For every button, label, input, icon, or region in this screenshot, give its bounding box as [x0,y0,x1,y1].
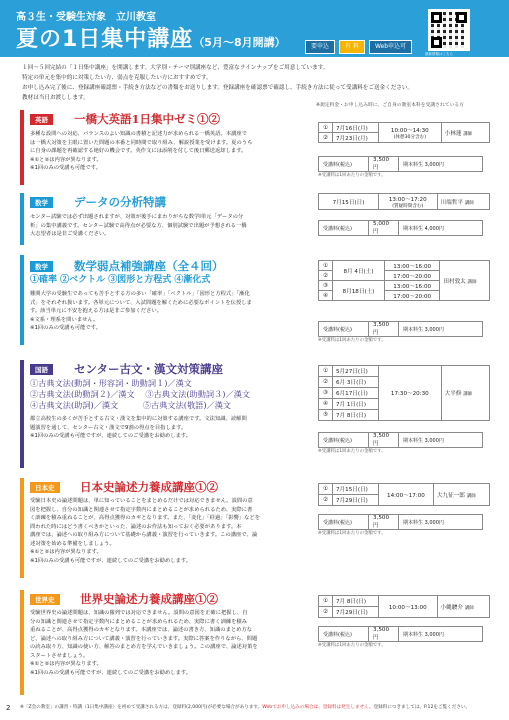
intro-line: 教材は当日お渡しします。 [22,95,89,101]
fee-note: ※受講料は1回あたりの金額です。 [318,531,386,536]
page-title [16,22,286,53]
qr-caption: 最新情報はこちら [425,52,453,56]
course-description: 都立高校生の多くが苦手とする古文・漢文を集中的に対策する講座です。文法知識、読解問 題演習を通して、センター古文・漢文で9割の得点を目指します。 ※1回のみの受講も可能ですが、連続してのご受講をお勧めします。 [30,416,247,439]
header-badges [305,40,412,54]
badge-web: Web申込可 [369,40,412,54]
course-world-history [20,590,490,695]
course-english-hitotsubashi [20,110,490,185]
fee-table: 受講料(税込) 3,500円 期本料生 3,000円 [318,156,483,172]
title-main: 夏の1日集中講座 [16,27,194,52]
section-bar [20,590,24,695]
page-header [0,0,509,57]
section-bar [20,110,24,185]
course-math-weakness [20,255,490,345]
section-bar [20,360,24,468]
subject-tag: 国語 [30,364,53,375]
intro-line: 特定の単元を集中的に対策したい方、弱点を克服したい方におすすめです。 [22,75,212,81]
header-subtitle: 高３生・受験生対象 立川教室 [16,12,156,23]
course-description: 難関大学の受験生であっても苦手とする方の多い「確率」「ベクトル」「図形と方程式」「漸化 式」をそれぞれ扱います。各単元について、入試問題を解くために必要なポイントを伝授しま す。該当単元に不安を抱える方は是非ご参加ください。 ※文系・理系を問いません。 ※1回のみの受講も可能です。 [30,291,252,331]
fee-table: 受講料(税込) 3,500円 期本料生 3,000円 [318,626,483,642]
course-title: 一橋大英語1日集中ゼミ①② [74,112,221,126]
schedule-table: ① 7月16日(月) 10:00〜14:30 (休憩30分含む) 小林蓮 講師 ② 7月23日(月) [318,122,490,143]
course-description: 受験日本史の論述問題は、単に知っていることをまとめるだけでは対応できません。設問の意 図を把握し、自分の知識と関連させて指定字数内にまとめることが求められるため、実際に書 く訓練を積み重ねることが、高得点獲得のカギとなります。また、「変化」「経過」「影響」などを 問われた時にはどう書くべきかといった、論述のお作法も知っておく必要があります。本 講座では、論述への取り組み方について基礎から講義・演習を行っていきます。この講座で、論 述対策を始める準備をしましょう。 ※①と②は内容が異なります。 ※1回のみの受講も可能ですが、連続してのご受講をお勧めします。 [30,498,260,564]
course-title: 日本史論述力養成講座①② [80,480,218,494]
fee-table: 受講料(税込) 3,500円 期本料生 3,000円 [318,432,483,448]
page-number: 2 [6,704,11,712]
subject-tag: 日本史 [30,482,60,493]
fee-note: ※受講料は1回あたりの金額です。 [318,173,386,178]
fee-table: 受講料(税込) 3,500円 期本料生 3,000円 [318,514,483,530]
course-topics: ①確率 ②ベクトル ③図形と方程式 ④漸化式 [30,275,211,285]
section-bar [20,193,24,245]
fee-table: 受講料(税込) 3,500円 期本料生 3,000円 [318,321,483,337]
qr-code-icon[interactable] [428,9,470,51]
badge-paid: 有 料 [339,40,365,54]
schedule-table: ① 8月 4日(土) 13:00〜16:00 田村敦太 講師 ② 17:00〜20:00 ③ 8月18日(土) 13:00〜16:00 ④ 17:00〜20:00 [318,260,490,301]
course-japanese-history [20,478,490,578]
intro-text [22,63,492,103]
badge-required: 要申込 [305,40,335,54]
schedule-table: 7月15日(日) 13:00〜17:20 (質疑時間含む) 川端哲平 講師 [318,193,490,210]
intro-line: １回〜５回完結の「１日集中講座」を開講します。大学別・テーマ別講座など、豊富なラインナップをご用意しています。 [22,65,329,71]
footer-note: ※「Z会の教室」の講習・特講（1日集中講座）を初めて受講される方は、登録料(2,000円)が必要な場合があります。Webでお申し込みの場合は、登録料は発生しません。登録料につきましては、P.12をご覧ください。 [20,705,471,710]
section-bar [20,478,24,578]
course-description: 受験世界史の論述問題は、知識の羅列では対応できません。設問の意図を正確に把握し、自 分の知識と関連させて指定字数内にまとめることが求められるため、実際に書く訓練を積み 重ねることが、高得点獲得のカギとなります。本講座では、論述の書き方、知識のまとめ方な ど、論述への取り組み方について講義・演習を行っていきます。実際に答案を作りながら、問題 の読み取り方、知識の使い方、解答のまとめ方を学んでいきましょう。この講座で、論述対策を スタートさせましょう。 ※①と②は内容が異なります。 ※1回のみの受講も可能ですが、連続してのご受講をお勧めします。 [30,610,258,676]
section-bar [20,255,24,345]
fee-note: ※受講料は1回あたりの金額です。 [318,643,386,648]
schedule-table: ① 5月27日(日) 17:30〜20:30 大平修 講師 ② 6月 3日(日) ③ 6月17日(日) ④ 7月 1日(日) ⑤ 7月 8日(日) [318,365,490,421]
intro-line: お申し込み完了後に、登録講座確認票・手続き方法などの書類をお送りします。登録講座を確認票で確認し、手続き方法に従って受講料をご送金ください。 [22,85,414,91]
course-japanese-classics [20,360,490,468]
subject-tag: 数学 [30,197,53,208]
course-title: 世界史論述力養成講座①② [80,592,218,606]
schedule-table: ① 7月15日(日) 14:00〜17:00 大九征一郎 講師 ② 7月29日(日) [318,483,490,506]
subject-tag: 英語 [30,114,53,125]
course-topics: ①古典文法(動詞・形容詞・助動詞１)／漢文 ②古典文法(助動詞２)／漢文 ③古典文法(助動詞３)／漢文 ④古典文法(助詞)／漢文 ⑤古典文法(敬語)／漢文 [30,378,251,410]
subject-tag: 世界史 [30,594,60,605]
course-title: 数学弱点補強講座（全４回） [74,259,224,273]
intro-note: ※規定料金・お申し込み時に、ご自身の教室本科を受講されている方 [316,103,464,108]
course-description: 多種な設問への対応、バランスのよい知識の書積と記述力が求められる一橋英語。本講座で は一橋大対策を主眼に置いた問題の本番と同時間で取り組み、解説授業を受けます。夏のうち に自身の課題を再確認する絶好の機会です。英作文には添削を付して後日郵送返却します。 ※①と②は内容が異なります。 ※1回のみの受講も可能です。 [30,131,253,171]
fee-table: 受講料(税込) 5,000円 期本料生 4,000円 [318,220,483,236]
course-description: センター試験では必ず出題されますが、対策が後手にまわりがちな数学Ⅰ単元「データの分 析」の集中講義です。センター試験で高得点が必要な方、個別試験で出題が予想される一橋 大志望者は是非ご受講ください。 [30,214,247,237]
title-period: （5月〜8月開講） [193,36,286,49]
schedule-table: ① 7月 8日(日) 10:00〜13:00 小縄駿介 講師 ② 7月29日(日) [318,595,490,618]
course-title: センター古文・漢文対策講座 [74,362,224,376]
subject-tag: 数学 [30,261,53,272]
fee-note: ※受講料は1回あたりの金額です。 [318,338,386,343]
course-title: データの分析特講 [74,195,166,209]
course-math-data-analysis [20,193,490,245]
fee-note: ※受講料は1回あたりの金額です。 [318,449,386,454]
